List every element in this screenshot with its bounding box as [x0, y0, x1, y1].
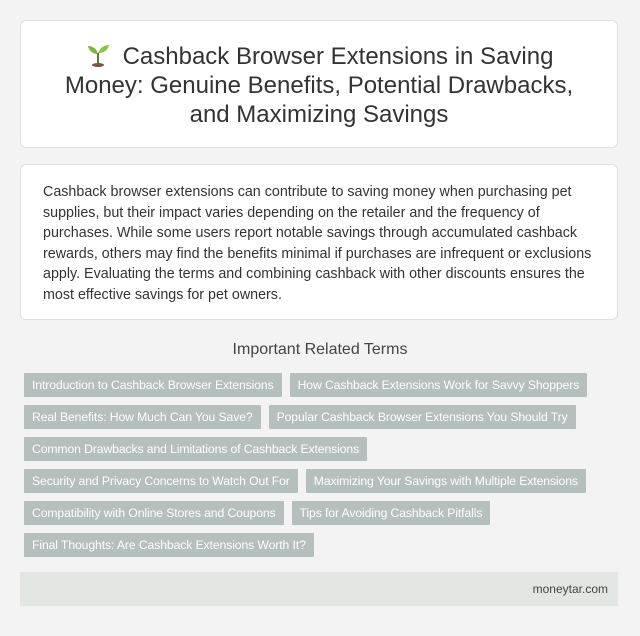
related-term-tag[interactable]: Security and Privacy Concerns to Watch Out For	[24, 469, 298, 493]
related-term-tag[interactable]: Introduction to Cashback Browser Extensions	[24, 373, 282, 397]
footer-site-link[interactable]: moneytar.com	[532, 582, 608, 596]
related-term-tag[interactable]: Maximizing Your Savings with Multiple Extensions	[306, 469, 586, 493]
related-term-tag[interactable]: Compatibility with Online Stores and Coupons	[24, 501, 284, 525]
sprout-icon	[85, 41, 111, 67]
related-term-tag[interactable]: Final Thoughts: Are Cashback Extensions Worth It?	[24, 533, 314, 557]
footer	[20, 572, 618, 606]
title-card	[20, 20, 618, 148]
related-terms-list	[24, 373, 624, 565]
page-title	[45, 41, 593, 129]
summary-card	[20, 164, 618, 320]
page-title-text: Cashback Browser Extensions in Saving Money: Genuine Benefits, Potential Drawbacks, and Maximizing Savings	[64, 43, 574, 128]
related-term-tag[interactable]: Real Benefits: How Much Can You Save?	[24, 405, 261, 429]
related-term-tag[interactable]: How Cashback Extensions Work for Savvy Shoppers	[290, 373, 588, 397]
related-term-tag[interactable]: Tips for Avoiding Cashback Pitfalls	[292, 501, 491, 525]
related-term-tag[interactable]: Common Drawbacks and Limitations of Cashback Extensions	[24, 437, 367, 461]
related-terms-heading: Important Related Terms	[232, 341, 408, 358]
related-term-tag[interactable]: Popular Cashback Browser Extensions You Should Try	[269, 405, 576, 429]
summary-text: Cashback browser extensions can contribute to saving money when purchasing pet supplies, but their impact varies depending on the retailer and the frequency of purchases. While some users report notable savings through accumulated cashback rewards, others may find the benefits minimal if purchases are infrequent or exclusions apply. Evaluating the terms and combining cashback with other discounts ensures the most effective savings for pet owners.	[43, 184, 592, 303]
